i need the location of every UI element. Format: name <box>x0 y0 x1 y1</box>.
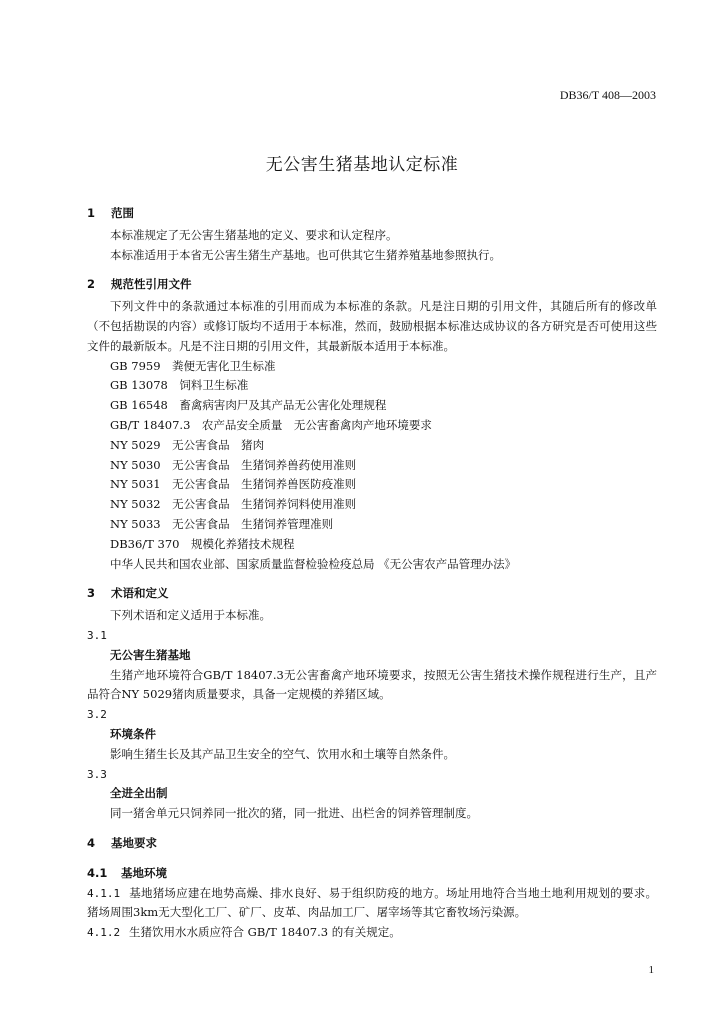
reference-item: NY 5032 无公害食品 生猪饲养饲料使用准则 <box>110 497 357 512</box>
clause-number: 3.1 <box>87 628 107 642</box>
section-number: 3 <box>87 586 96 601</box>
section-3-heading <box>87 584 657 604</box>
paragraph: 下列文件中的条款通过本标准的引用而成为本标准的条款。凡是注日期的引用文件，其随后所有的修改单（不包括勘误的内容）或修订版均不适用于本标准，然而，鼓励根据本标准达成协议的各方研究是否可使用这些文件的最新版本。凡是不注日期的引用文件，其最新版本适用于本标准。 <box>87 299 657 353</box>
section-title: 范围 <box>111 206 135 220</box>
section-2-heading <box>87 275 657 295</box>
clause-number: 4.1.1 <box>87 886 121 900</box>
reference-item: GB 13078 饲料卫生标准 <box>110 378 249 393</box>
term-title: 环境条件 <box>110 726 156 741</box>
reference-list <box>87 357 657 575</box>
section-title: 术语和定义 <box>111 586 169 601</box>
clause-number: 4.1.2 <box>87 926 121 940</box>
subsection-title: 基地环境 <box>121 865 168 880</box>
subsection-4-1-heading <box>87 864 657 884</box>
term-definition: 影响生猪生长及其产品卫生安全的空气、饮用水和土壤等自然条件。 <box>110 746 455 761</box>
reference-item: NY 5030 无公害食品 生猪饲养兽药使用准则 <box>110 457 357 472</box>
section-number: 4 <box>87 835 96 850</box>
subsection-number: 4.1 <box>87 865 108 880</box>
paragraph: 本标准规定了无公害生猪基地的定义、要求和认定程序。 <box>110 227 398 242</box>
section-1-heading <box>87 204 657 224</box>
clause <box>87 884 657 924</box>
standard-code: DB36/T 408—2003 <box>559 88 656 102</box>
clause-number: 3.2 <box>87 708 107 722</box>
term-title: 无公害生猪基地 <box>110 647 191 662</box>
paragraph: 下列术语和定义适用于本标准。 <box>110 608 271 623</box>
reference-item: DB36/T 370 规模化养猪技术规程 <box>110 536 295 551</box>
clause-text: 基地猪场应建在地势高燥、排水良好、易于组织防疫的地方。场址用地符合当地土地利用规划的要求。猪场周围3km无大型化工厂、矿厂、皮革、肉品加工厂、屠宰场等其它畜牧场污染源。 <box>87 885 657 920</box>
document-title: 无公害生猪基地认定标准 <box>265 155 459 175</box>
clause-number: 3.3 <box>87 767 107 781</box>
reference-item: NY 5029 无公害食品 猪肉 <box>110 437 265 452</box>
term-definition: 同一猪舍单元只饲养同一批次的猪，同一批进、出栏舍的饲养管理制度。 <box>110 806 478 821</box>
clause-text: 生猪饮用水水质应符合 GB/T 18407.3 的有关规定。 <box>129 925 401 940</box>
term-definition: 生猪产地环境符合GB/T 18407.3无公害畜禽产地环境要求，按照无公害生猪技术操作规程进行生产，且产品符合NY 5029猪肉质量要求，具备一定规模的养猪区域。 <box>87 667 657 702</box>
page-number: 1 <box>648 964 654 976</box>
paragraph: 本标准适用于本省无公害生猪生产基地。也可供其它生猪养殖基地参照执行。 <box>110 247 501 262</box>
section-number: 1 <box>87 206 96 220</box>
reference-item: NY 5031 无公害食品 生猪饲养兽医防疫准则 <box>110 477 357 492</box>
section-title: 基地要求 <box>111 835 158 850</box>
reference-item: GB 16548 畜禽病害肉尸及其产品无公害化处理规程 <box>110 398 387 413</box>
reference-item: GB/T 18407.3 农产品安全质量 无公害畜禽肉产地环境要求 <box>110 417 432 432</box>
document-body <box>87 200 657 943</box>
clause <box>87 923 657 943</box>
reference-item: NY 5033 无公害食品 生猪饲养管理准则 <box>110 516 334 531</box>
section-title: 规范性引用文件 <box>111 277 192 292</box>
section-number: 2 <box>87 277 96 292</box>
term-title: 全进全出制 <box>110 786 168 801</box>
reference-item: 中华人民共和国农业部、国家质量监督检验检疫总局 《无公害农产品管理办法》 <box>110 556 517 571</box>
section-4-heading <box>87 834 657 854</box>
reference-item: GB 7959 粪便无害化卫生标准 <box>110 358 276 373</box>
